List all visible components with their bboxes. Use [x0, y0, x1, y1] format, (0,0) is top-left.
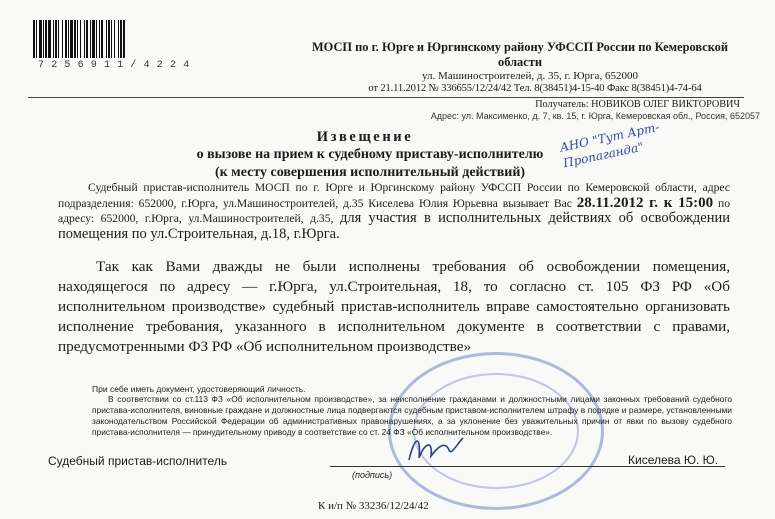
summons-text-start: Судебный пристав-исполнитель МОСП по г. Юрге и Юргинскому району УФССП России по Кемеровской области, адрес подразделения: 652000, г.Юрга, ул.Машиностроителей, д.35 Киселева Юлия Юрьевна вызывает Вас: [58, 181, 730, 210]
org-title: МОСП по г. Юрге и Юргинскому району УФССП России по Кемеровской области: [311, 40, 729, 69]
barcode: [33, 20, 215, 58]
enforcement-paragraph: Так как Вами дважды не были исполнены требования об освобождении помещения, находящегося по адресу — г.Юрга, ул.Строительная, 18, то согласно ст. 105 ФЗ РФ «Об исполнительном производстве» судебный пристав-исполнитель вправе самостоятельно организовать исполнение требования, указанного в исполнительном документе в соответствии с правами, предусмотренными ФЗ РФ «Об исполнительном производстве»: [58, 258, 730, 355]
signer-name: Киселева Ю. Ю.: [628, 453, 719, 467]
signer-title: Судебный пристав-исполнитель: [48, 454, 228, 468]
summons-paragraph: [58, 181, 730, 242]
handwritten-note: АНО "Тут Арт-Пропаганда": [558, 119, 661, 171]
handwritten-signature: [405, 430, 465, 466]
appointment-datetime: 28.11.2012 г. к 15:00: [576, 194, 714, 211]
signature-caption: (подпись): [352, 470, 393, 480]
summons-purpose: для участия в исполнительных действиях об освобождении помещения по ул.Строительная, д.18, г.Юрга.: [58, 210, 731, 242]
header-divider: [28, 97, 744, 98]
org-reference: от 21.11.2012 № 336655/12/24/42 Тел. 8(38451)4-15-40 Факс 8(38451)4-74-64: [368, 83, 702, 94]
document-subtitle-2: (к месту совершения исполнительный действий): [214, 165, 526, 180]
org-address: ул. Машиностроителей, д. 35, г. Юрга, 652000: [422, 70, 638, 82]
recipient-line: Получатель: НОВИКОВ ОЛЕГ ВИКТОРОВИЧ: [535, 99, 740, 110]
id-requirement-note: При себе иметь документ, удостоверяющий личность.: [92, 384, 306, 394]
summons-address: по адресу: 652000, г.Юрга, ул.Машиностроителей, д.35,: [58, 196, 730, 225]
document-subtitle: о вызове на прием к судебному приставу-исполнителю: [196, 147, 544, 162]
legal-notice-paragraph: В соответствии со ст.113 ФЗ «Об исполнительном производстве», за неисполнение гражданами и должностными лицами законных требований судебного пристава-исполнителя, виновные граждане и должностные лица подвергаются судебным приставом-исполнителем штрафу в порядке и размере, установленными законодательством Российской Федерации об административных правонарушениях, а за уклонение без уважительных причин от явки по вызову судебного пристава-исполнителя — принудительному приводу в соответствие со ст. 24 ФЗ «Об исполнительном производстве».: [92, 394, 732, 437]
barcode-bar: [125, 20, 126, 58]
recipient-address: Адрес: ул. Максименко, д. 7, кв. 15, г. Юрга, Кемеровская обл., Россия, 652057: [430, 111, 760, 121]
barcode-number: 7256911/4224: [38, 60, 197, 71]
case-reference: К и/п № 33236/12/24/42: [318, 500, 429, 512]
document-title: Извещение: [316, 129, 414, 145]
